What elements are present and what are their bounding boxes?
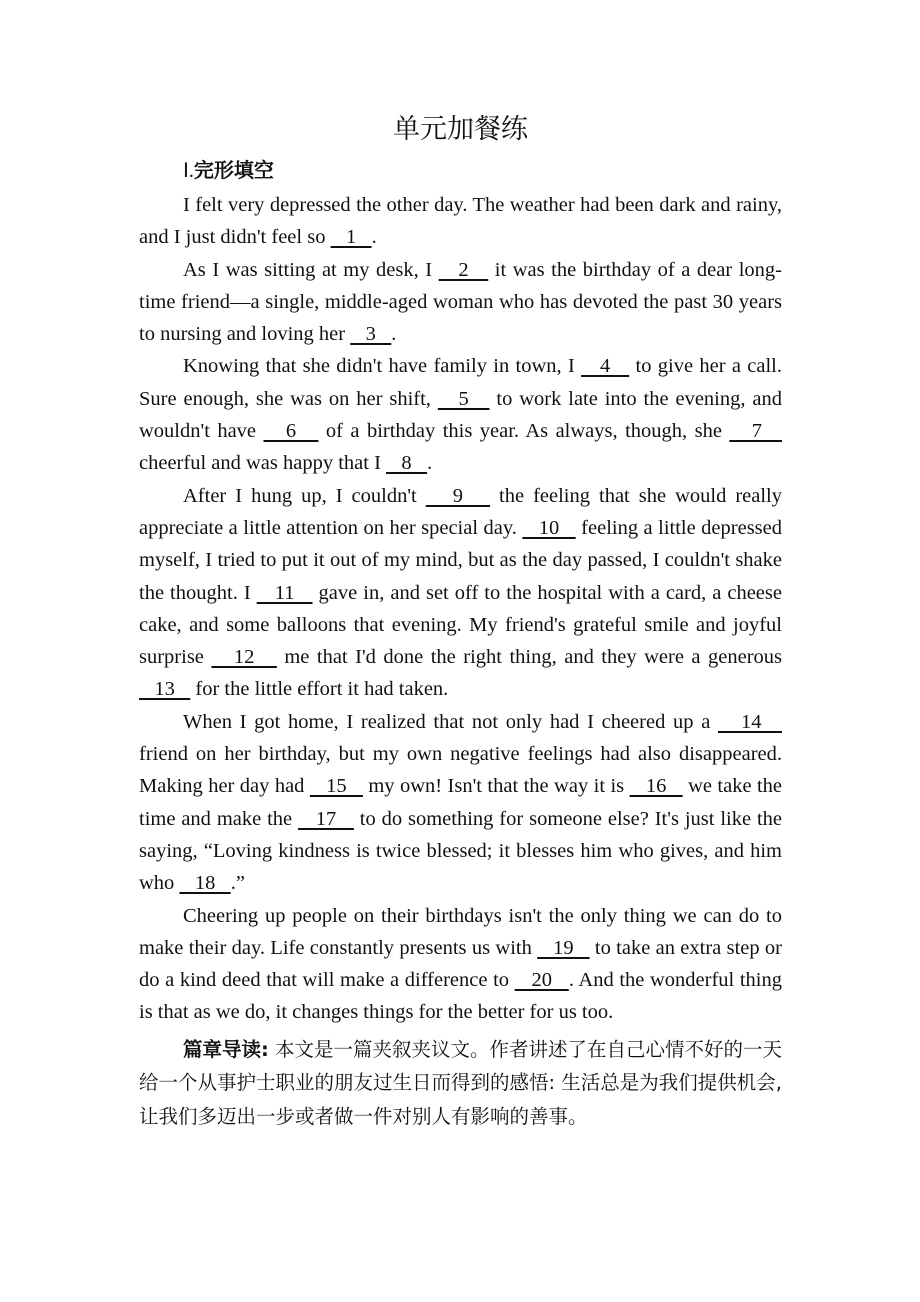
section-heading (139, 154, 782, 187)
passage-paragraph (139, 706, 782, 900)
passage-text: After I hung up, I couldn't (183, 484, 426, 507)
cloze-blank[interactable] (537, 937, 589, 959)
passage-text: to work late into the evening, and wouldn't have (139, 387, 782, 443)
blank-number: 6 (263, 420, 319, 443)
blank-number: 15 (309, 775, 363, 798)
blank-number: 10 (522, 516, 576, 539)
passage-text: to give her a call. Sure enough, she was on her shift, (139, 355, 782, 410)
blank-number: 19 (537, 936, 590, 959)
passage-text: gave in, and set off to the hospital with a card, a cheese cake, and some balloons that evening. My friend's grateful smile and joyful surprise (139, 581, 782, 669)
passage-text: .” (230, 872, 245, 895)
section-label: 完形填空 (193, 158, 274, 182)
passage-text: . (391, 323, 397, 346)
blank-number: 8 (386, 452, 428, 475)
blank-number: 17 (298, 807, 354, 830)
passage-paragraph (139, 480, 782, 706)
cloze-blank[interactable] (139, 678, 190, 700)
cloze-blank[interactable] (257, 582, 313, 604)
passage-text: I felt very depressed the other day. The weather had been dark and rainy, and I just didn't feel so (139, 194, 782, 249)
passage-paragraph (139, 900, 782, 1029)
passage-text: to do something for someone else? It's just like the saying, “Loving kindness is twice blessed; it blesses him who gives, and him who (139, 807, 782, 895)
cloze-blank[interactable] (515, 969, 569, 991)
passage-text: . (371, 226, 377, 249)
cloze-blank[interactable] (179, 872, 230, 894)
passage-text: Knowing that she didn't have family in town, I (183, 355, 582, 378)
passage-text: me that I'd done the right thing, and they were a generous (276, 646, 783, 669)
cloze-blank[interactable] (426, 485, 490, 507)
cloze-blank[interactable] (386, 452, 427, 474)
blank-number: 16 (629, 775, 683, 798)
cloze-blank[interactable] (438, 388, 490, 410)
passage-text: of a birthday this year. As always, though, she (318, 420, 730, 443)
passage-text: feeling a little depressed myself, I tried to put it out of my mind, but as the day passed, I couldn't shake the thought. I (139, 516, 783, 604)
page-title: 单元加餐练 (393, 114, 528, 145)
document-page (139, 110, 782, 1133)
passage-text: for the little effort it had taken. (190, 678, 449, 701)
blank-number: 20 (514, 969, 569, 992)
cloze-blank[interactable] (310, 775, 363, 797)
blank-number: 5 (437, 387, 490, 410)
blank-number: 7 (729, 420, 783, 443)
blank-number: 18 (179, 872, 231, 895)
blank-number: 12 (211, 646, 277, 669)
passage-text: we take the time and make the (139, 775, 783, 830)
cloze-blank[interactable] (350, 323, 391, 345)
cloze-passage (139, 189, 782, 1029)
chapter-guide-label: 篇章导读: (183, 1037, 269, 1061)
blank-number: 9 (425, 484, 491, 507)
blank-number: 11 (256, 581, 313, 604)
passage-text: As I was sitting at my desk, I (183, 258, 439, 281)
passage-text: my own! Isn't that the way it is (362, 775, 630, 798)
cloze-blank[interactable] (522, 517, 575, 539)
blank-number: 4 (581, 355, 630, 378)
cloze-blank[interactable] (439, 259, 489, 281)
blank-number: 3 (350, 323, 392, 346)
passage-text: . (427, 452, 433, 475)
passage-text: Cheering up people on their birthdays isn't the only thing we can do to make their day. Life constantly presents us with (139, 904, 782, 959)
passage-paragraph (139, 189, 782, 254)
cloze-blank[interactable] (298, 808, 354, 830)
passage-text: the feeling that she would really appreciate a little attention on her special day. (139, 484, 782, 539)
cloze-blank[interactable] (630, 775, 683, 797)
chapter-guide (139, 1033, 782, 1134)
cloze-blank[interactable] (729, 420, 782, 442)
cloze-blank[interactable] (718, 711, 782, 733)
passage-text: . And the wonderful thing is that as we do, it changes things for the better for us too. (139, 969, 782, 1024)
passage-text: to take an extra step or do a kind deed that will make a difference to (139, 936, 783, 992)
passage-paragraph (139, 350, 782, 479)
cloze-blank[interactable] (211, 646, 276, 668)
blank-number: 13 (139, 678, 191, 701)
cloze-blank[interactable] (581, 355, 629, 377)
cloze-blank[interactable] (263, 420, 318, 442)
passage-text: When I got home, I realized that not only had I cheered up a (183, 710, 718, 733)
chapter-guide-text: 本文是一篇夹叙夹议文。作者讲述了在自己心情不好的一天给一个从事护士职业的朋友过生日而得到的感悟: 生活总是为我们提供机会, 让我们多迈出一步或者做一件对别人有影响的善事。 (139, 1037, 783, 1128)
blank-number: 1 (330, 226, 372, 249)
blank-number: 2 (438, 258, 489, 281)
cloze-blank[interactable] (331, 226, 372, 248)
passage-paragraph (139, 254, 782, 351)
passage-text: it was the birthday of a dear long-time friend—a single, middle-aged woman who has devoted the past 30 years to nursing and loving her (139, 258, 782, 346)
section-numeral: Ⅰ. (183, 160, 194, 182)
passage-text: friend on her birthday, but my own negative feelings had also disappeared. Making her day had (139, 743, 782, 798)
blank-number: 14 (717, 710, 782, 733)
passage-text: cheerful and was happy that I (139, 452, 387, 475)
